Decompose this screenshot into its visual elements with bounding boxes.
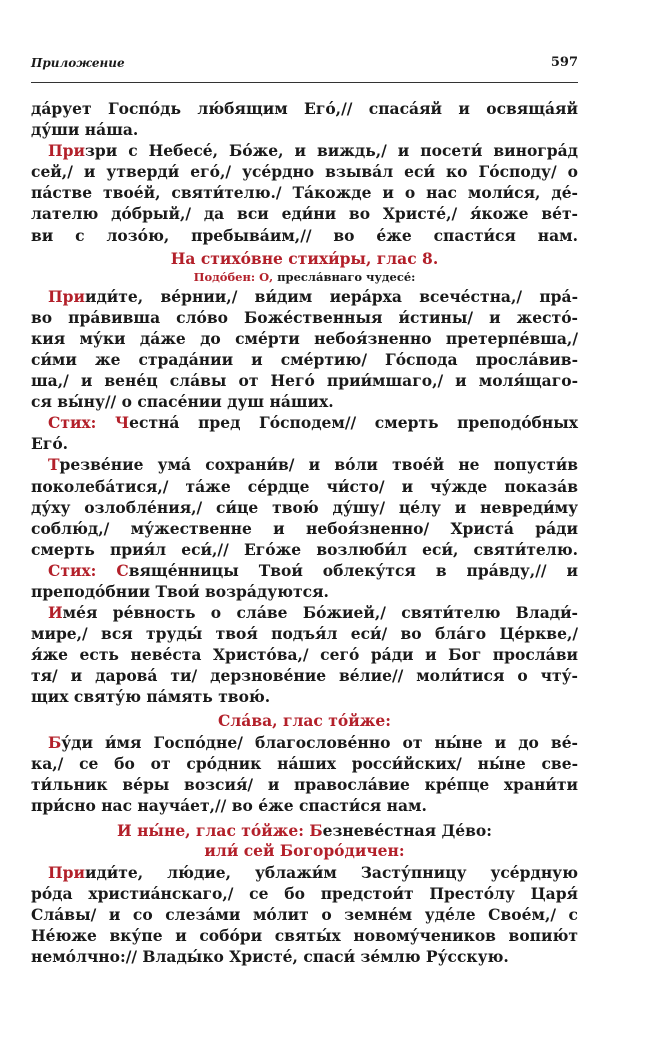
text-line: ка,/ се бо от сро́дник на́ших росси́йских/ ны́не све-	[31, 753, 578, 773]
text-line	[31, 732, 578, 753]
text-line: лателю до́брый,/ да вси еди́ни во Христе́,/ я́коже ве́т-	[31, 204, 578, 224]
text-line: си́ми же страда́нии и сме́ртию/ Го́спода просла́вив-	[31, 349, 578, 369]
text-line: поколеба́тися,/ та́же се́рдце чи́сто/ и чу́жде показа́в	[31, 476, 578, 496]
text-line: сей,/ и утверди́ его́,/ усе́рдно взыва́л еси́ ко Го́споду/ о	[31, 162, 578, 182]
text-line	[31, 140, 578, 161]
text-line: соблю́д,/ му́жественне и небоя́зненно/ Христа́ ра́ди	[31, 518, 578, 538]
podoben-line	[31, 270, 578, 284]
drop-initial: И	[48, 603, 63, 623]
text-line: ду́ши на́ша.	[31, 120, 139, 140]
text-span: ме́я ре́вность о сла́ве Бо́жией,/ святи́телю Влади́-	[62, 603, 578, 623]
text-line: щих святу́ю па́мять твою́.	[31, 687, 271, 707]
text-span: вяще́нницы Твои́ облеку́тся в пра́вду,// и	[128, 560, 578, 580]
drop-initial: Б	[48, 732, 62, 752]
text-line	[31, 560, 578, 581]
text-span: естна́ пред Го́сподем// смерть преподо́бных	[129, 413, 578, 433]
paragraph-stichera-1	[31, 286, 578, 413]
page-body	[31, 98, 578, 967]
text-line: во пра́вивша сло́во Боже́ственныя и́стины/ и жесто́-	[31, 307, 578, 327]
rubric-heading: Сла́ва, глас то́йже:	[218, 710, 391, 730]
paragraph-theotokion	[31, 862, 578, 967]
text-span: у́ди и́мя Госпо́дне/ благослове́нно от ны́не и до ве́-	[61, 732, 578, 752]
verse-stih-1	[31, 412, 578, 454]
text-line: я́же есть неве́ста Христо́ва,/ сего́ ра́ди и Бог просла́ви	[31, 645, 578, 665]
running-title: Приложение	[31, 56, 125, 70]
text-line	[31, 602, 578, 623]
text-line	[31, 286, 578, 307]
rubric-black-part: езневе́стная Де́во:	[322, 820, 492, 840]
drop-initial: При	[48, 862, 85, 882]
podoben-label: Подо́бен: О,	[193, 269, 274, 284]
paragraph-continuation	[31, 98, 578, 140]
text-line: да́рует Госпо́дь лю́бящим Его́,// спаса́яй и освяща́яй	[31, 99, 578, 118]
text-line	[31, 412, 578, 433]
text-span: зри с Небесе́, Бо́же, и виждь,/ и посети́ виногра́д	[84, 141, 578, 161]
paragraph-stichera-2	[31, 454, 578, 559]
rubric-heading-line2: или́ сей Богоро́дичен:	[204, 840, 405, 860]
text-line: ду́ху озлобле́ния,/ си́це твою́ ду́шу/ це́лу и невреди́му	[31, 497, 578, 517]
header-rule	[31, 82, 578, 83]
stih-label: Стих: С	[48, 560, 129, 580]
drop-initial: Т	[48, 455, 60, 475]
rubric-heading-theotokion	[31, 820, 578, 841]
page-number: 597	[550, 55, 578, 70]
text-line: ся вы́ну// о спасе́нии душ на́ших.	[31, 392, 334, 412]
text-span: иди́те, лю́дие, ублажи́м Засту́пницу усе́рдную	[84, 862, 578, 882]
text-line: Его́.	[31, 434, 69, 454]
text-line: ти́льник ве́ры возсия́/ и правосла́вие кре́пце храни́ти	[31, 774, 578, 794]
paragraph-stichera-3	[31, 602, 578, 707]
paragraph-slava	[31, 732, 578, 816]
rubric-heading: На стихо́вне стихи́ры, глас 8.	[170, 248, 439, 268]
text-line: тя/ и дарова́ ти/ дерзнове́ние ве́лие// моли́тися о чту́-	[31, 666, 578, 686]
drop-initial: При	[48, 141, 85, 161]
text-line: па́стве твое́й, святи́телю./ Та́кожде и о нас моли́ся, де́-	[31, 183, 578, 203]
text-line	[31, 862, 578, 883]
text-line: ро́да христиа́нскаго,/ се бо предстои́т Престо́лу Царя́	[31, 884, 578, 903]
text-line: кия му́ки да́же до сме́рти небоя́зненно претерпе́вша,/	[31, 328, 578, 348]
text-span: иди́те, ве́рнии,/ ви́дим иера́рха всече́стна,/ пра́-	[84, 286, 578, 306]
podoben-text: пресла́внаго чудесе́:	[273, 269, 416, 284]
text-line: смерть прия́л еси́,// Его́же возлюби́л еси́, святи́телю.	[31, 539, 578, 559]
page-header	[31, 55, 578, 75]
drop-initial: При	[48, 286, 85, 306]
text-line: Сла́вы/ и со слеза́ми мо́лит о земне́м уде́ле Свое́м,/ с	[31, 905, 578, 925]
text-line: преподо́бнии Твои́ возра́дуются.	[31, 581, 329, 601]
text-line: Не́юже вку́пе и собо́ри святы́х новому́чеников вопию́т	[31, 926, 578, 946]
text-line: немо́лчно:// Влады́ко Христе́, спаси́ зе́млю Ру́сскую.	[31, 947, 509, 967]
verse-stih-2	[31, 560, 578, 602]
rubric-red-part: И ны́не, глас то́йже: Б	[117, 820, 323, 840]
text-line: ви с лозо́ю, пребыва́им,// во е́же спасти́ся нам.	[31, 225, 578, 245]
text-line: ша,/ и вене́ц сла́вы от Него́ прии́мшаго,/ и моля́щаго-	[31, 371, 578, 391]
paragraph-prizri	[31, 140, 578, 245]
text-line	[31, 454, 578, 475]
text-span: резве́ние ума́ сохрани́в/ и во́ли твое́й не попусти́в	[59, 455, 578, 475]
text-line: мире,/ вся труды́ твоя́ подъя́л еси́/ во бла́го Це́ркве,/	[31, 624, 578, 644]
stih-label: Стих: Ч	[48, 413, 130, 433]
text-line: при́сно нас науча́ет,// во е́же спасти́ся нам.	[31, 795, 427, 815]
